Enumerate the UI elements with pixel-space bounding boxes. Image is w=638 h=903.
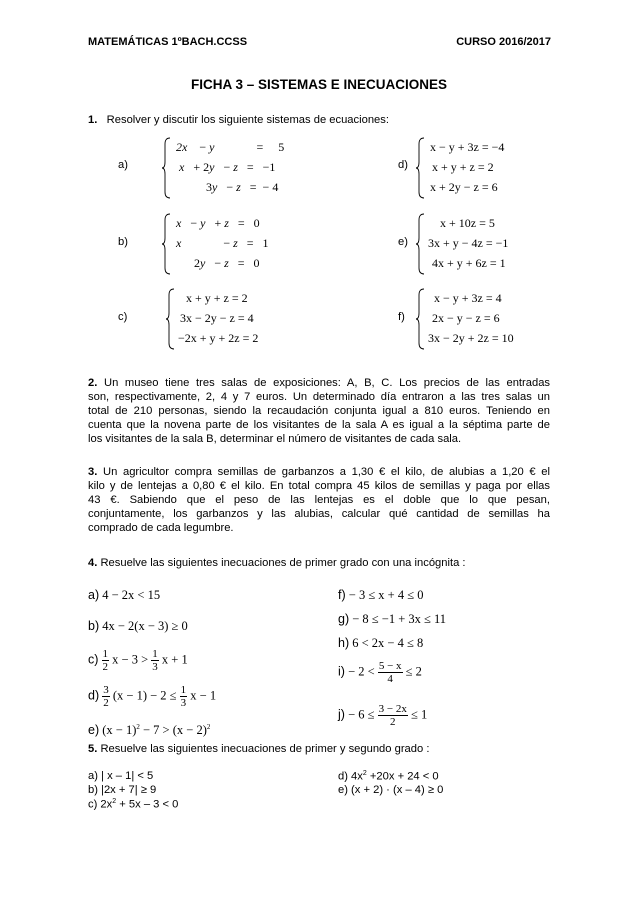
q2-number: 2.: [88, 377, 98, 389]
system-d-eq1: x − y + 3z = −4: [430, 140, 505, 154]
system-a-eq2: x + 2y − z = −1: [179, 160, 276, 174]
system-d-label: d): [398, 159, 408, 171]
q2-line-text: Un museo tiene tres salas de exposiciones: A, B, C. Los precios de las entradas: [103, 377, 551, 389]
q3-line-text: Un agricultor compra semillas de garbanzos a 1,30 € el kilo, de alubias a 1,20 € el: [103, 466, 551, 478]
q5-a: a) | x – 1| < 5: [88, 770, 154, 782]
fraction: $\frac{5 - x}{4}$: [378, 660, 402, 685]
q2-line: total de 210 personas, siendo la recaudación conjunta igual a 810 euros. Teniendo en: [88, 405, 550, 417]
brace-icon: [416, 212, 426, 276]
header-left: MATEMÁTICAS 1ºBACH.CCSS: [88, 36, 248, 48]
q3-number: 3.: [88, 466, 98, 478]
q4-number: 4.: [88, 557, 98, 569]
system-f-eq2: 2x − y − z = 6: [432, 311, 500, 325]
q5-statement: [88, 742, 550, 756]
ineq-j: j) − 6 ≤ $\frac{3 - 2x}{2}$ ≤ 1: [338, 703, 428, 728]
system-c-eq1: x + y + z = 2: [186, 291, 248, 305]
q4-statement: [88, 556, 550, 570]
system-a-eq1: 2x − y = 5: [176, 140, 285, 154]
page-title: FICHA 3 – SISTEMAS E INECUACIONES: [190, 77, 448, 92]
q3-line: 43 €. Sabiendo que el peso de las lentejas es el doble que lo que pesan,: [88, 494, 550, 506]
q1-number: 1.: [88, 114, 98, 126]
system-e-eq1: x + 10z = 5: [440, 216, 495, 230]
q2-line: los visitantes de la sala B, determinar el número de visitantes de cada sala.: [88, 433, 462, 445]
system-b-eq3: 2y − z = 0: [176, 256, 260, 270]
system-c-eq2: 3x − 2y − z = 4: [180, 311, 254, 325]
q5-number: 5.: [88, 743, 98, 755]
q3-line: conjuntamente, los garbanzos y las alubias, calcular qué cantidad de semillas ha: [88, 508, 550, 520]
system-c-label: c): [118, 311, 128, 323]
brace-icon: [162, 212, 172, 276]
header-right: CURSO 2016/2017: [456, 36, 551, 48]
q5-e: e) (x + 2) · (x – 4) ≥ 0: [338, 784, 444, 796]
system-a-label: a): [118, 159, 128, 171]
system-f-eq3: 3x − 2y + 2z = 10: [428, 331, 514, 345]
system-e-label: e): [398, 236, 408, 248]
q1-statement: [88, 113, 550, 127]
system-f: [416, 287, 606, 357]
q2-line: son, respectivamente, 2, 4 y 7 euros. Un determinado día entraron a las tres salas un: [88, 391, 550, 403]
brace-icon: [416, 136, 426, 200]
q1-text: Resolver y discutir los siguiente sistemas de ecuaciones:: [106, 114, 389, 126]
q4-text: Resuelve las siguientes inecuaciones de primer grado con una incógnita :: [100, 557, 466, 569]
system-a-eq3: 3y − z = − 4: [176, 180, 279, 194]
ineq-i: i) − 2 < $\frac{5 - x}{4}$ ≤ 2: [338, 660, 422, 685]
fraction: $\frac{1}{3}$: [180, 684, 187, 709]
ineq-e: e) $(x - 1)^2 - 7 > (x - 2)^2$: [88, 723, 211, 738]
system-e: [416, 212, 606, 282]
ineq-c: c) $\frac{1}{2}$ x − 3 > $\frac{1}{3}$ x + 1: [88, 648, 188, 673]
system-d: [416, 136, 606, 206]
q3-paragraph: [88, 465, 550, 535]
system-c: [166, 287, 356, 357]
system-e-eq2: 3x + y − 4z = −1: [428, 236, 509, 250]
q5-b: b) |2x + 7| ≥ 9: [88, 784, 157, 796]
q2-paragraph: [88, 376, 550, 446]
brace-icon: [416, 287, 426, 351]
ineq-d: d) $\frac{3}{2}$ (x − 1) − 2 ≤ $\frac{1}{3}$ x − 1: [88, 684, 217, 709]
fraction: $\frac{3}{2}$: [103, 684, 109, 709]
brace-icon: [166, 287, 176, 351]
system-f-label: f): [398, 311, 405, 323]
system-a: [162, 136, 352, 206]
system-b-eq2: x − z = 1: [176, 236, 269, 250]
q5-c: c) $2x^2 + 5x - 3 < 0$: [88, 798, 179, 811]
q3-line: comprado de cada legumbre.: [88, 522, 234, 534]
q3-line: [88, 465, 550, 479]
system-b: [162, 212, 352, 282]
q2-line: cuenta que la novena parte de los visitantes de la sala A es igual a la séptima parte de: [88, 419, 550, 431]
system-f-eq1: x − y + 3z = 4: [434, 291, 502, 305]
ineq-b: b) 4x − 2(x − 3) ≥ 0: [88, 619, 188, 633]
system-b-label: b): [118, 236, 128, 248]
ineq-a: a) 4 − 2x < 15: [88, 588, 161, 602]
ineq-g: g) − 8 ≤ −1 + 3x ≤ 11: [338, 612, 447, 626]
q5-text: Resuelve las siguientes inecuaciones de primer y segundo grado :: [100, 743, 430, 755]
system-d-eq3: x + 2y − z = 6: [430, 180, 498, 194]
system-c-eq3: −2x + y + 2z = 2: [178, 331, 259, 345]
fraction: $\frac{1}{3}$: [152, 648, 158, 673]
ineq-h: h) 6 < 2x − 4 ≤ 8: [338, 636, 424, 650]
q5-d: d) $4x^2 +20x + 24 < 0$: [338, 770, 439, 783]
system-b-eq1: x − y + z = 0: [176, 216, 260, 230]
fraction: $\frac{3 - 2x}{2}$: [378, 703, 407, 728]
q3-line: kilo y de lentejas a 0,80 € el kilo. En total compra 45 kilos de semillas y paga por ellas: [88, 480, 550, 492]
ineq-f: f) − 3 ≤ x + 4 ≤ 0: [338, 588, 424, 602]
system-d-eq2: x + y + z = 2: [432, 160, 494, 174]
fraction: $\frac{1}{2}$: [102, 648, 109, 673]
system-e-eq3: 4x + y + 6z = 1: [432, 256, 506, 270]
brace-icon: [162, 136, 172, 200]
q2-line: [88, 376, 550, 390]
